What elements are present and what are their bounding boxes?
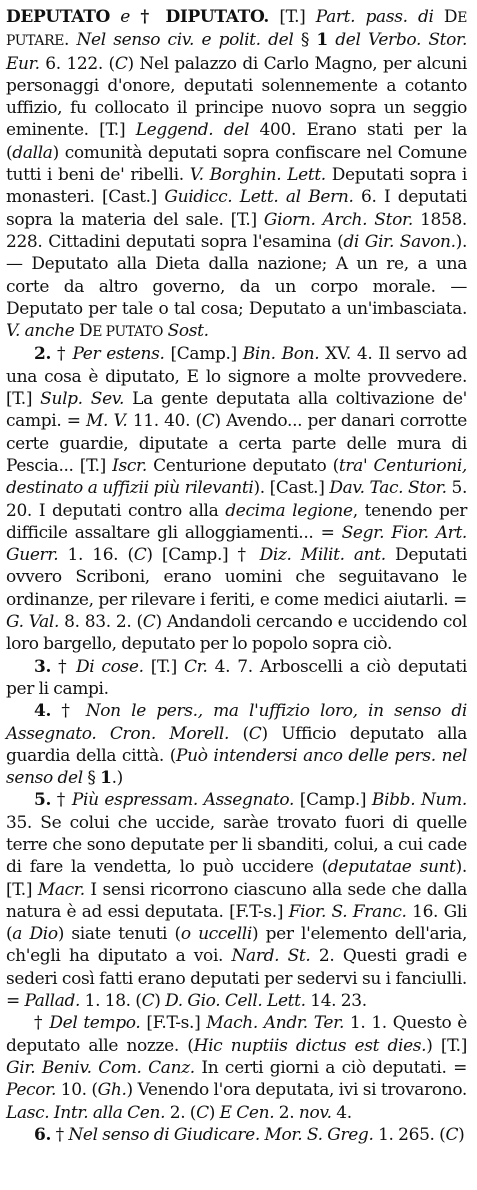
sense-4-paragraph: 4. † Non le pers., ma l'uffizio loro, in senso di Assegnato. Cron. Morell. (C) Ufficio deputato alla guardia della città. (Può intendersi anco delle pers. nel senso del § 1.) (6, 701, 467, 789)
sense-3-paragraph: 3. † Di cose. [T.] Cr. 4. 7. Arboscelli a ciò deputati per li campi. (6, 656, 467, 699)
sense-2-paragraph: 2. † Per estens. [Camp.] Bin. Bon. XV. 4. Il servo ad una cosa è diputato, E lo signore a molte provvedere. [T.] Sulp. Sev. La gente deputata alla coltivazione de' campi. = M. V. 11. 40. (C) Avendo... per danari corrotte certe guardie, diputate a certa parte delle mura di Pescia... [T.] Iscr. Centurione deputato (tra' Centurioni, destinato a uffizii più rilevanti). [Cast.] Dav. Tac. Stor. 5. 20. I deputati contro alla decima legione, tenendo per difficile assaltare gli alloggiamenti... = Segr. Fior. Art. Guerr. 1. 16. (C) [Camp.] † Diz. Milit. ant. Deputati ovvero Scriboni, erano uomini che seguitavano le ordinanze, per rilevare i feriti, e come medici aiutarli. = G. Val. 8. 83. 2. (C) Andandoli cercando e uccidendo col loro bargello, deputato per lo popolo sopra ciò. (6, 344, 467, 655)
sense-6-paragraph: 6. † Nel senso di Giudicare. Mor. S. Greg. 1. 265. (C) (34, 1124, 465, 1145)
entry-heading-paragraph: DEPUTATO e † DIPUTATO. [T.] Part. pass. di DE PUTARE. Nel senso civ. e polit. del § 1 del Verbo. Stor. Eur. 6. 122. (C) Nel palazzo di Carlo Magno, per alcuni personaggi d'onore, deputati solennemente a cotanto uffizio, fu collocato il principe nuovo sopra un seggio eminente. [T.] Leggend. del 400. Erano stati per la (dalla) comunità deputati sopra confiscare nel Comune tutti i beni de' ribelli. V. Borghin. Lett. Deputati sopra i monasteri. [Cast.] Guidicc. Lett. al Bern. 6. I deputati sopra la materia del sale. [T.] Giorn. Arch. Stor. 1858. 228. Cittadini deputati sopra l'esamina (di Gir. Savon.). — Deputato alla Dieta dalla nazione; A un re, a una corte da altro governo, da un corpo morale. — Deputato per tale o tal cosa; Deputato a un'imbasciata. V. anche DE PUTATO Sost. (6, 7, 468, 342)
sense-5-paragraph: 5. † Più espressam. Assegnato. [Camp.] Bibb. Num. 35. Se colui che uccide, saràe trovato fuori di quelle terre che sono deputate per li sbanditi, colui, a cui cade di fare la vendetta, lo può uccidere (deputatae sunt). [T.] Macr. I sensi ricorrono ciascuno alla sede che dalla natura è ad essi deputata. [F.T-s.] Fior. S. Franc. 16. Gli (a Dio) siate tenuti (o uccelli) per l'elemento dell'aria, ch'egli ha diputato a voi. Nard. St. 2. Questi gradi e sederi così fatti erano deputati per sedervi su i fanciulli. = Pallad. 1. 18. (C) D. Gio. Cell. Lett. 14. 23. (6, 790, 468, 1012)
sense-5-time-paragraph: † Del tempo. [F.T-s.] Mach. Andr. Ter. 1. 1. Questo è deputato alle nozze. (Hic nuptiis dictus est dies.) [T.] Gir. Beniv. Com. Canz. In certi giorni a ciò deputati. = Pecor. 10. (Gh.) Venendo l'ora deputata, ivi si trovarono. Lasc. Intr. alla Cen. 2. (C) E Cen. 2. nov. 4. (6, 1013, 468, 1123)
